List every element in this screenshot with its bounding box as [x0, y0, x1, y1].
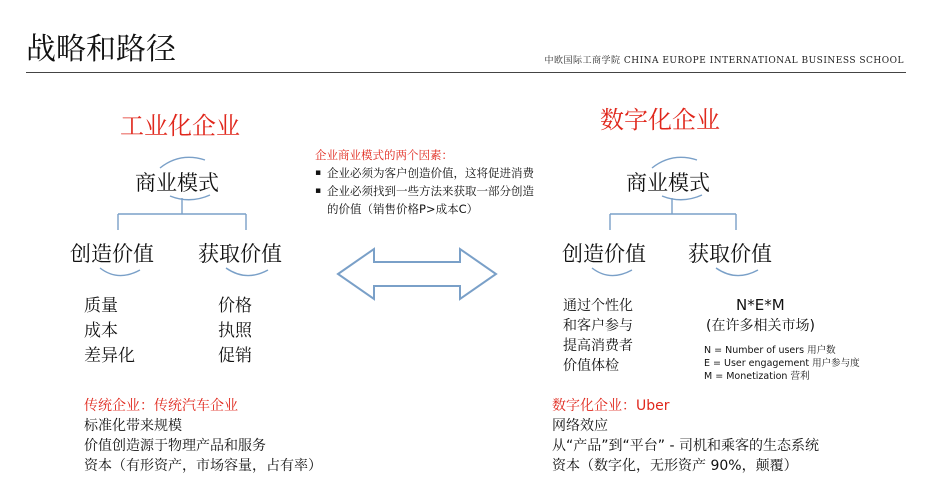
page-title: 战略和路径: [26, 32, 176, 67]
left-capture-arc: [226, 268, 268, 276]
right-capture-node: 获取价值: [688, 242, 772, 266]
list-item: N = Number of users 用户数: [704, 345, 836, 356]
middle-bullet: ▪ 企业必须为客户创造价值，这将促进消费: [315, 164, 540, 182]
left-example: [84, 396, 322, 476]
left-create-arc: [100, 268, 140, 276]
left-capture-node: 获取价值: [198, 242, 282, 266]
left-capture-list: [218, 294, 252, 369]
middle-heading: 企业商业模式的两个因素：: [315, 148, 453, 162]
nem-definitions: [704, 344, 860, 383]
list-item: 质量: [84, 296, 118, 316]
list-item: 成本: [84, 321, 118, 341]
list-item: 从“产品”到“平台” - 司机和乘客的生态系统: [552, 438, 819, 454]
list-item: M = Monetization 营利: [704, 371, 810, 382]
right-create-arc: [592, 268, 632, 276]
left-heading: 工业化企业: [120, 112, 240, 140]
nem-subtitle: (在许多相关市场): [706, 318, 815, 334]
list-item: 价值体检: [563, 358, 619, 374]
right-model-node: 商业模式: [626, 171, 710, 195]
left-example-title: 传统企业：传统汽车企业: [84, 398, 238, 414]
list-item: 价值创造源于物理产品和服务: [84, 438, 266, 454]
list-item: 促销: [218, 346, 252, 366]
right-create-list: [563, 296, 633, 376]
right-example-title: 数字化企业：Uber: [552, 398, 670, 414]
list-item: 资本（数字化，无形资产 90%，颠覆）: [552, 458, 798, 474]
list-item: 提高消费者: [563, 338, 633, 354]
list-item: 价格: [218, 296, 252, 316]
right-heading: 数字化企业: [600, 106, 720, 134]
left-create-list: [84, 294, 135, 369]
left-model-node: 商业模式: [135, 171, 219, 195]
list-item: 差异化: [84, 346, 135, 366]
list-item: 执照: [218, 321, 252, 341]
school-logo: 中欧国际工商学院 CHINA EUROPE INTERNATIONAL BUSINESS SCHOOL: [544, 56, 904, 66]
right-example: [552, 396, 819, 476]
list-item: 通过个性化: [563, 298, 633, 314]
list-item: 资本（有形资产，市场容量，占有率）: [84, 458, 322, 474]
right-capture-arc: [716, 268, 758, 276]
list-item: 和客户参与: [563, 318, 633, 334]
middle-bullet: ▪ 企业必须找到一些方法来获取一部分创造的价值（销售价格P>成本C）: [315, 182, 540, 218]
list-item: 标准化带来规模: [84, 418, 182, 434]
list-item: E = User engagement 用户参与度: [704, 358, 860, 369]
double-arrow-icon: [338, 249, 496, 299]
left-create-node: 创造价值: [70, 242, 154, 266]
middle-box: [315, 146, 540, 218]
list-item: 网络效应: [552, 418, 608, 434]
nem-formula: N*E*M: [736, 296, 785, 314]
right-create-node: 创造价值: [562, 242, 646, 266]
